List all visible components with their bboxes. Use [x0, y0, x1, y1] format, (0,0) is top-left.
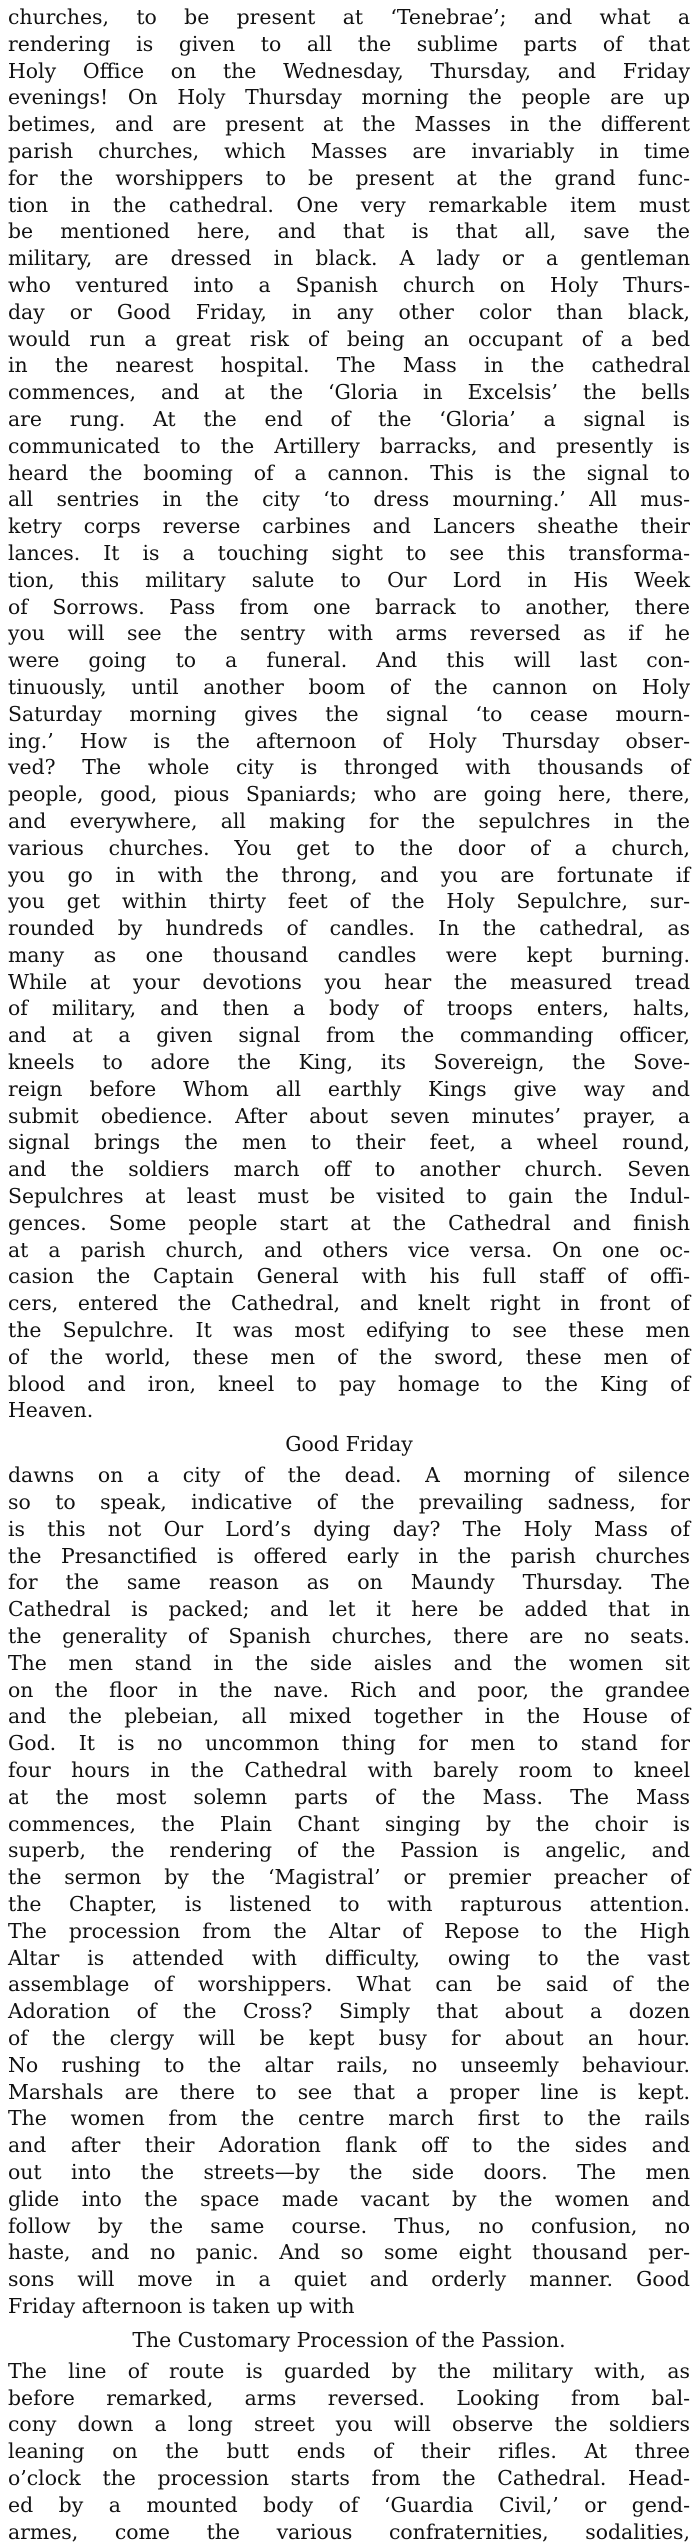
text-line: betimes, and are present at the Masses in the different [8, 112, 690, 137]
article-section-procession [8, 2358, 690, 2545]
text-line: of the clergy will be kept busy for about an hour. [8, 2025, 690, 2050]
text-line: The men stand in the side aisles and the women sit [8, 1650, 690, 1675]
text-line: for the same reason as on Maundy Thursday. The [8, 1570, 690, 1595]
text-line: various churches. You get to the door of a church, [8, 835, 690, 860]
text-line: cony down a long street you will observe the soldiers [8, 2412, 690, 2437]
text-line: in the nearest hospital. The Mass in the cathedral [8, 353, 690, 378]
text-line: Friday afternoon is taken up with [8, 2293, 355, 2318]
text-line: follow by the same course. Thus, no confusion, no [8, 2213, 690, 2238]
text-line: the Sepulchre. It was most edifying to see these men [8, 1318, 690, 1343]
text-line: sons will move in a quiet and orderly manner. Good [8, 2267, 690, 2292]
text-line: you get within thirty feet of the Holy Sepulchre, sur- [8, 889, 690, 914]
text-line: Saturday morning gives the signal ‘to cease mourn- [8, 701, 690, 726]
text-line: so to speak, indicative of the prevailing sadness, for [8, 1490, 690, 1515]
text-line: were going to a funeral. And this will last con- [8, 648, 690, 673]
text-line: armes, come the various confraternities, sodalities, [8, 2519, 690, 2544]
text-line: blood and iron, kneel to pay homage to the King of [8, 1371, 690, 1396]
text-line: communicated to the Artillery barracks, and presently is [8, 433, 690, 458]
text-line: and the soldiers march off to another church. Seven [8, 1157, 690, 1182]
text-line: commences, the Plain Chant singing by the choir is [8, 1811, 690, 1836]
text-line: o’clock the procession starts from the Cathedral. Head- [8, 2465, 690, 2490]
text-line: ing.’ How is the afternoon of Holy Thursday obser- [8, 728, 690, 753]
text-line: Sepulchres at least must be visited to gain the Indul- [8, 1184, 690, 1209]
text-line: before remarked, arms reversed. Looking from bal- [8, 2385, 690, 2410]
text-line: on the floor in the nave. Rich and poor, the grandee [8, 1677, 690, 1702]
text-line: tinuously, until another boom of the cannon on Holy [8, 674, 690, 699]
text-line: all sentries in the city ‘to dress mourning.’ All mus- [8, 487, 690, 512]
text-line: people, good, pious Spaniards; who are going here, there, [8, 782, 690, 807]
text-line: dawns on a city of the dead. A morning of silence [8, 1463, 690, 1488]
text-line: lances. It is a touching sight to see this transforma- [8, 540, 690, 565]
text-line: tion, this military salute to Our Lord in His Week [8, 567, 690, 592]
text-line: Cathedral is packed; and let it here be added that in [8, 1597, 690, 1622]
text-line: of the world, these men of the sword, these men of [8, 1344, 690, 1369]
text-line: of Sorrows. Pass from one barrack to another, there [8, 594, 690, 619]
text-line: cers, entered the Cathedral, and knelt right in front of [8, 1291, 690, 1316]
text-line: commences, and at the ‘Gloria in Excelsis’ the bells [8, 380, 690, 405]
text-line: Marshals are there to see that a proper line is kept. [8, 2079, 690, 2104]
text-line: ed by a mounted body of ‘Guardia Civil,’ or gend- [8, 2492, 690, 2517]
text-line: of military, and then a body of troops enters, halts, [8, 996, 690, 1021]
text-line: the sermon by the ‘Magistral’ or premier preacher of [8, 1865, 690, 1890]
text-line: are rung. At the end of the ‘Gloria’ a signal is [8, 406, 690, 431]
text-line: the Presanctified is offered early in the parish churches [8, 1543, 690, 1568]
text-line: glide into the space made vacant by the women and [8, 2186, 690, 2211]
text-line: Heaven. [8, 1398, 94, 1423]
text-line: parish churches, which Masses are invariably in time [8, 138, 690, 163]
text-line: at the most solemn parts of the Mass. The Mass [8, 1784, 690, 1809]
text-line: kneels to adore the King, its Sovereign, the Sove- [8, 1050, 690, 1075]
text-line: While at your devotions you hear the measured tread [8, 969, 690, 994]
text-line: casion the Captain General with his full staff of offi- [8, 1264, 690, 1289]
text-line: you go in with the throng, and you are fortunate if [8, 862, 690, 887]
text-line: The line of route is guarded by the military with, as [8, 2358, 690, 2383]
text-line: is this not Our Lord’s dying day? The Holy Mass of [8, 1516, 690, 1541]
text-line: churches, to be present at ‘Tenebrae’; and what a [8, 5, 690, 29]
text-line: and at a given signal from the commanding officer, [8, 1023, 690, 1048]
text-line: reign before Whom all earthly Kings give way and [8, 1076, 690, 1101]
subheading-procession: The Customary Procession of the Passion. [132, 2327, 566, 2352]
text-line: superb, the rendering of the Passion is angelic, and [8, 1838, 690, 1863]
article-section-holy-thursday [8, 4, 690, 1424]
text-line: heard the booming of a cannon. This is the signal to [8, 460, 690, 485]
text-line: at a parish church, and others vice versa. On one oc- [8, 1237, 690, 1262]
text-line: you will see the sentry with arms reversed as if he [8, 621, 690, 646]
text-line: No rushing to the altar rails, no unseemly behaviour. [8, 2052, 690, 2077]
text-line: the Chapter, is listened to with rapturous attention. [8, 1891, 690, 1916]
text-line: for the worshippers to be present at the grand func- [8, 165, 690, 190]
text-line: submit obedience. After about seven minutes’ prayer, a [8, 1103, 690, 1128]
text-line: who ventured into a Spanish church on Holy Thurs- [8, 272, 690, 297]
text-line: evenings! On Holy Thursday morning the people are up [8, 85, 690, 110]
text-line: assemblage of worshippers. What can be said of the [8, 1972, 690, 1997]
text-line: The procession from the Altar of Repose to the High [8, 1918, 690, 1943]
text-line: and the plebeian, all mixed together in the House of [8, 1704, 690, 1729]
text-line: day or Good Friday, in any other color than black, [8, 299, 690, 324]
text-line: God. It is no uncommon thing for men to stand for [8, 1731, 690, 1756]
text-line: four hours in the Cathedral with barely room to kneel [8, 1758, 690, 1782]
text-line: Holy Office on the Wednesday, Thursday, and Friday [8, 58, 690, 83]
text-line: ketry corps reverse carbines and Lancers sheathe their [8, 514, 690, 539]
text-line: and everywhere, all making for the sepulchres in the [8, 808, 690, 833]
text-line: many as one thousand candles were kept burning. [8, 942, 690, 967]
text-line: tion in the cathedral. One very remarkable item must [8, 192, 690, 217]
text-line: ved? The whole city is thronged with thousands of [8, 755, 690, 780]
text-line: rounded by hundreds of candles. In the cathedral, as [8, 916, 690, 941]
text-line: rendering is given to all the sublime parts of that [8, 31, 690, 56]
text-line: be mentioned here, and that is that all, save the [8, 219, 690, 244]
text-line: Adoration of the Cross? Simply that about a dozen [8, 1999, 690, 2024]
text-line: haste, and no panic. And so some eight thousand per- [8, 2240, 690, 2265]
subheading-good-friday: Good Friday [285, 1432, 413, 1457]
text-line: Altar is attended with difficulty, owing to the vast [8, 1945, 690, 1970]
text-line: gences. Some people start at the Cathedral and finish [8, 1210, 690, 1235]
text-line: The women from the centre march first to the rails [8, 2106, 690, 2131]
text-line: leaning on the butt ends of their rifles. At three [8, 2439, 690, 2464]
text-line: the generality of Spanish churches, there are no seats. [8, 1624, 690, 1649]
text-line: signal brings the men to their feet, a wheel round, [8, 1130, 690, 1155]
text-line: out into the streets—by the side doors. The men [8, 2159, 690, 2184]
text-line: would run a great risk of being an occupant of a bed [8, 326, 690, 351]
article-section-good-friday [8, 1462, 690, 2320]
text-line: military, are dressed in black. A lady or a gentleman [8, 246, 690, 271]
text-line: and after their Adoration flank off to the sides and [8, 2133, 690, 2158]
